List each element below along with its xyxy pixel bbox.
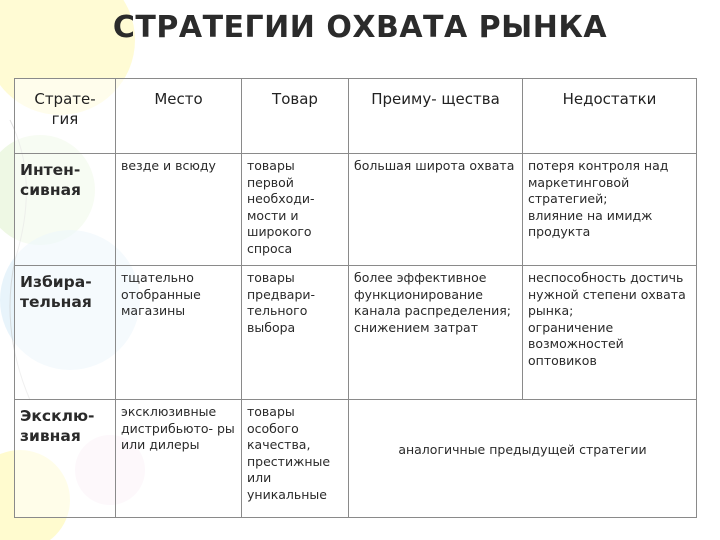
disadvantages-cell — [523, 154, 697, 266]
advantages-cell: большая широта охвата — [349, 154, 523, 266]
disadvantage-item: неспособность достичь нужной степени охвата рынка; — [528, 270, 686, 318]
header-strategy: Страте- гия — [15, 79, 116, 154]
strategy-cell: Интен- сивная — [15, 154, 116, 266]
header-product: Товар — [242, 79, 349, 154]
page-title: СТРАТЕГИИ ОХВАТА РЫНКА — [112, 10, 608, 45]
place-cell: тщательно отобранные магазины — [116, 266, 242, 400]
place-cell: эксклюзивные дистрибьюто- ры или дилеры — [116, 400, 242, 518]
table-row — [15, 266, 697, 400]
strategy-cell: Избира- тельная — [15, 266, 116, 400]
disadvantage-item: ограничение возможностей оптовиков — [528, 319, 624, 368]
disadvantage-item: влияние на имидж продукта — [528, 207, 653, 239]
product-cell: товары первой необходи- мости и широкого спроса — [242, 154, 349, 266]
merged-cell: аналогичные предыдущей стратегии — [349, 400, 697, 518]
place-cell: везде и всюду — [116, 154, 242, 266]
table-row — [15, 154, 697, 266]
market-coverage-table — [14, 78, 697, 518]
product-cell: товары особого качества, престижные или уникальные — [242, 400, 349, 518]
table-row — [15, 400, 697, 518]
advantages-cell: более эффективное функционирование канала распределения; снижением затрат — [349, 266, 523, 400]
header-advantages: Преиму- щества — [349, 79, 523, 154]
table-header-row — [15, 79, 697, 154]
header-disadvantages: Недостатки — [523, 79, 697, 154]
disadvantages-cell — [523, 266, 697, 400]
header-place: Место — [116, 79, 242, 154]
strategy-cell: Эксклю- зивная — [15, 400, 116, 518]
product-cell: товары предвари- тельного выбора — [242, 266, 349, 400]
disadvantage-item: потеря контроля над маркетинговой стратегией; — [528, 158, 669, 206]
